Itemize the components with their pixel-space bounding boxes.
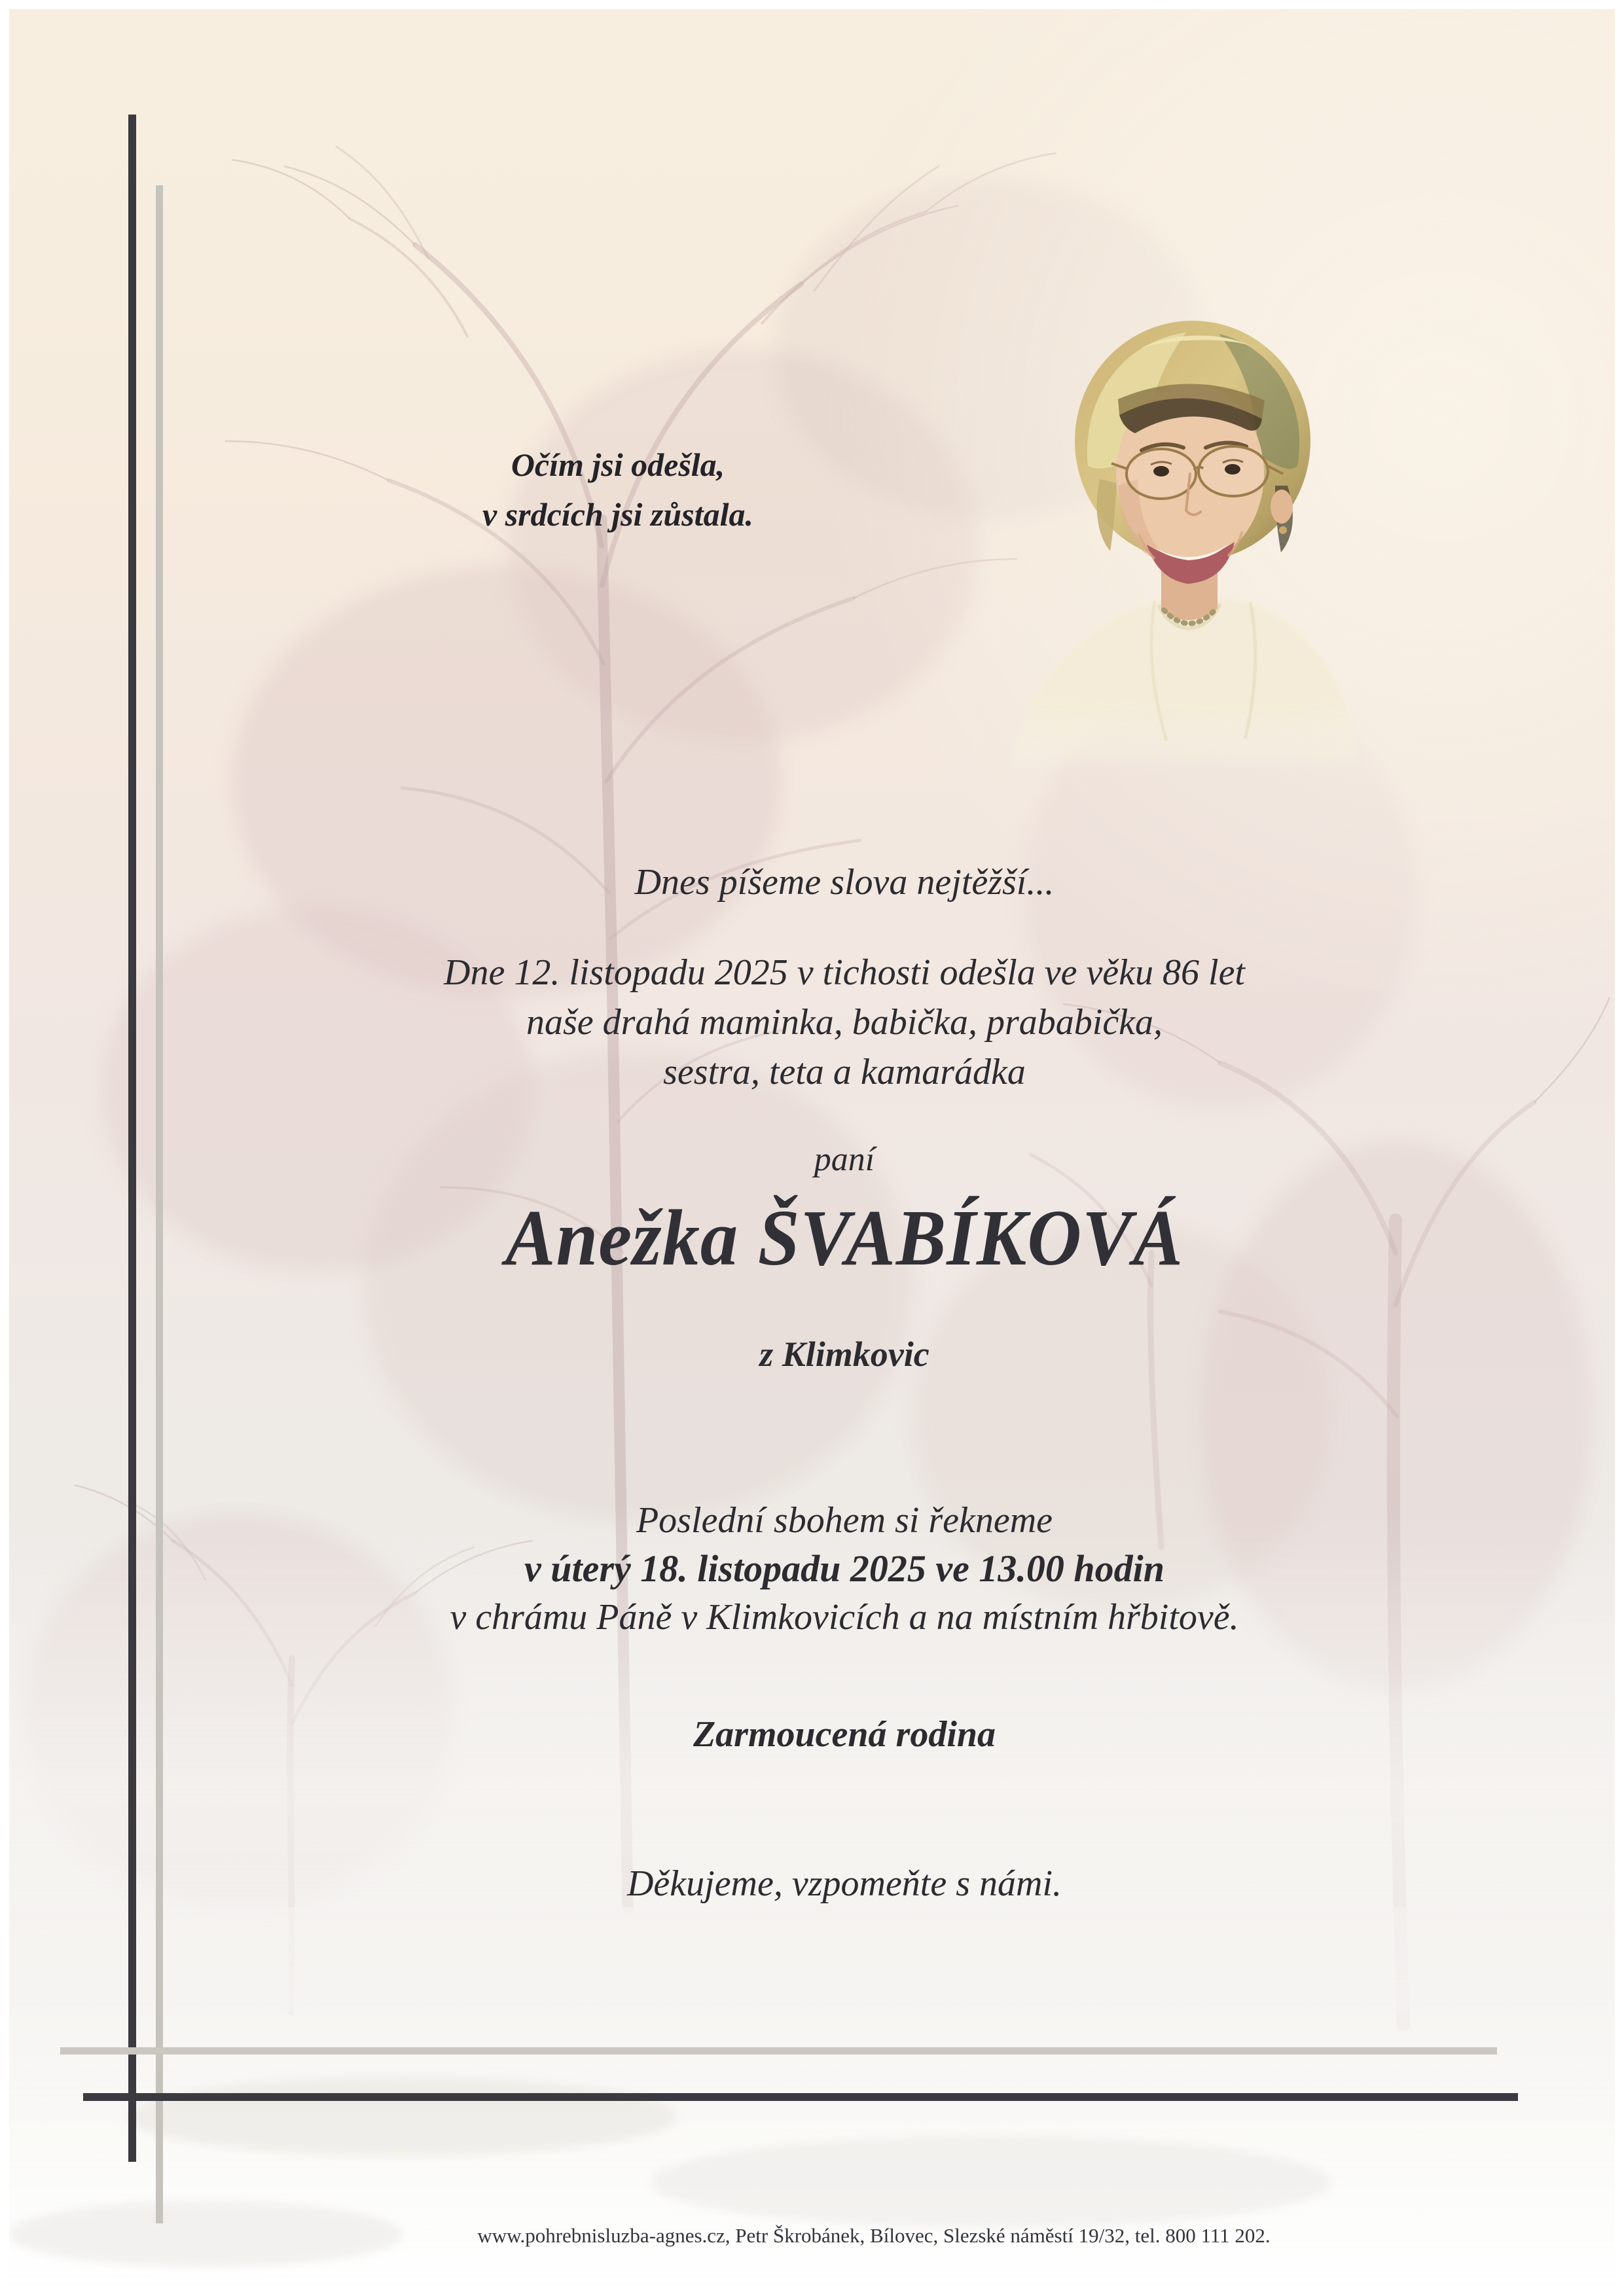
announcement-line-2: naše drahá maminka, babička, prababička, <box>526 1002 1163 1043</box>
quote-line-2: v srdcích jsi zůstala. <box>482 496 753 533</box>
memorial-quote <box>0 440 1236 539</box>
quote-line-1: Očím jsi odešla, <box>511 446 725 483</box>
farewell-date-time: v úterý 18. listopadu 2025 ve 13.00 hodin <box>524 1547 1164 1590</box>
funeral-service-footer: www.pohrebnisluzba-agnes.cz, Petr Škrobánek, Bílovec, Slezské náměstí 19/32, tel. 800 111 202. <box>477 2224 1271 2247</box>
death-announcement <box>65 948 1623 1097</box>
farewell-line-1: Poslední sbohem si řekneme <box>636 1500 1053 1541</box>
intro-line: Dnes píšeme slova nejtěžší... <box>634 862 1055 903</box>
accent-horizontal-line-dark <box>83 2093 1518 2101</box>
announcement-line-1: Dne 12. listopadu 2025 v tichosti odešla ve věku 86 let <box>444 952 1245 993</box>
family-signature: Zarmoucená rodina <box>693 1714 996 1755</box>
farewell-details <box>65 1496 1623 1641</box>
deceased-name: Anežka ŠVABÍKOVÁ <box>505 1194 1183 1282</box>
announcement-line-3: sestra, teta a kamarádka <box>663 1052 1026 1092</box>
honorific: paní <box>814 1141 875 1178</box>
farewell-place: v chrámu Páně v Klimkovicích a na místním hřbitově. <box>450 1597 1239 1638</box>
place-of-origin: z Klimkovic <box>759 1335 929 1374</box>
accent-horizontal-line-gray <box>60 2047 1497 2054</box>
thanks-line: Děkujeme, vzpomeňte s námi. <box>626 1863 1062 1904</box>
accent-vertical-line-dark <box>128 115 136 2162</box>
